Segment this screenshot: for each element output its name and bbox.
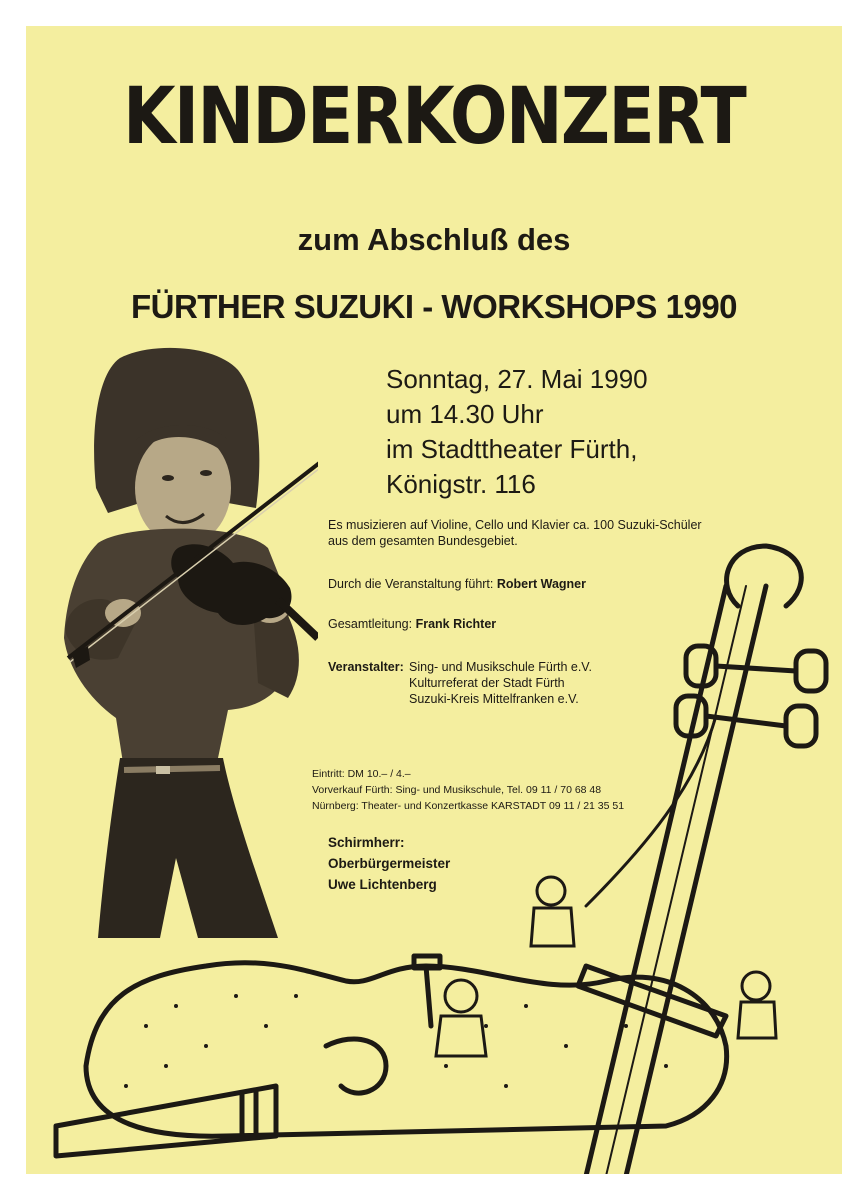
ticket-price: Eintritt: DM 10.– / 4.– [312, 768, 411, 780]
poster-title: KINDERKONZERT [122, 72, 746, 162]
patron-label: Schirmherr: [328, 835, 405, 850]
performers-line-1: Es musizieren auf Violine, Cello und Klavier ca. 100 Suzuki-Schüler [328, 518, 702, 532]
host-name: Robert Wagner [496, 577, 586, 591]
presale-fuerth: Vorverkauf Fürth: Sing- und Musikschule, Tel. 09 11 / 70 68 48 [312, 784, 602, 796]
direction-name: Frank Richter [415, 617, 497, 631]
direction-label: Gesamtleitung: [328, 617, 413, 631]
organizer-item: Suzuki-Kreis Mittelfranken e.V. [409, 692, 579, 706]
patron-title: Oberbürgermeister [328, 856, 451, 871]
organizer-item: Sing- und Musikschule Fürth e.V. [409, 660, 592, 674]
organizers-label: Veranstalter: [328, 660, 404, 674]
event-date: Sonntag, 27. Mai 1990 [386, 364, 648, 394]
presale-nuernberg: Nürnberg: Theater- und Konzertkasse KARSTADT 09 11 / 21 35 51 [312, 800, 625, 812]
event-venue: im Stadttheater Fürth, [386, 434, 638, 464]
event-details [386, 362, 648, 502]
cello-illustration [26, 526, 842, 1174]
organizer-item: Kulturreferat der Stadt Fürth [409, 676, 565, 690]
event-address: Königstr. 116 [386, 469, 536, 499]
performers-line-2: aus dem gesamten Bundesgebiet. [328, 534, 518, 548]
patron-name: Uwe Lichtenberg [328, 877, 437, 892]
host-label: Durch die Veranstaltung führt: [328, 577, 494, 591]
subtitle-workshop: FÜRTHER SUZUKI - WORKSHOPS 1990 [130, 288, 738, 325]
subtitle-occasion: zum Abschluß des [297, 222, 571, 257]
concert-poster [26, 26, 842, 1174]
event-time: um 14.30 Uhr [386, 399, 544, 429]
